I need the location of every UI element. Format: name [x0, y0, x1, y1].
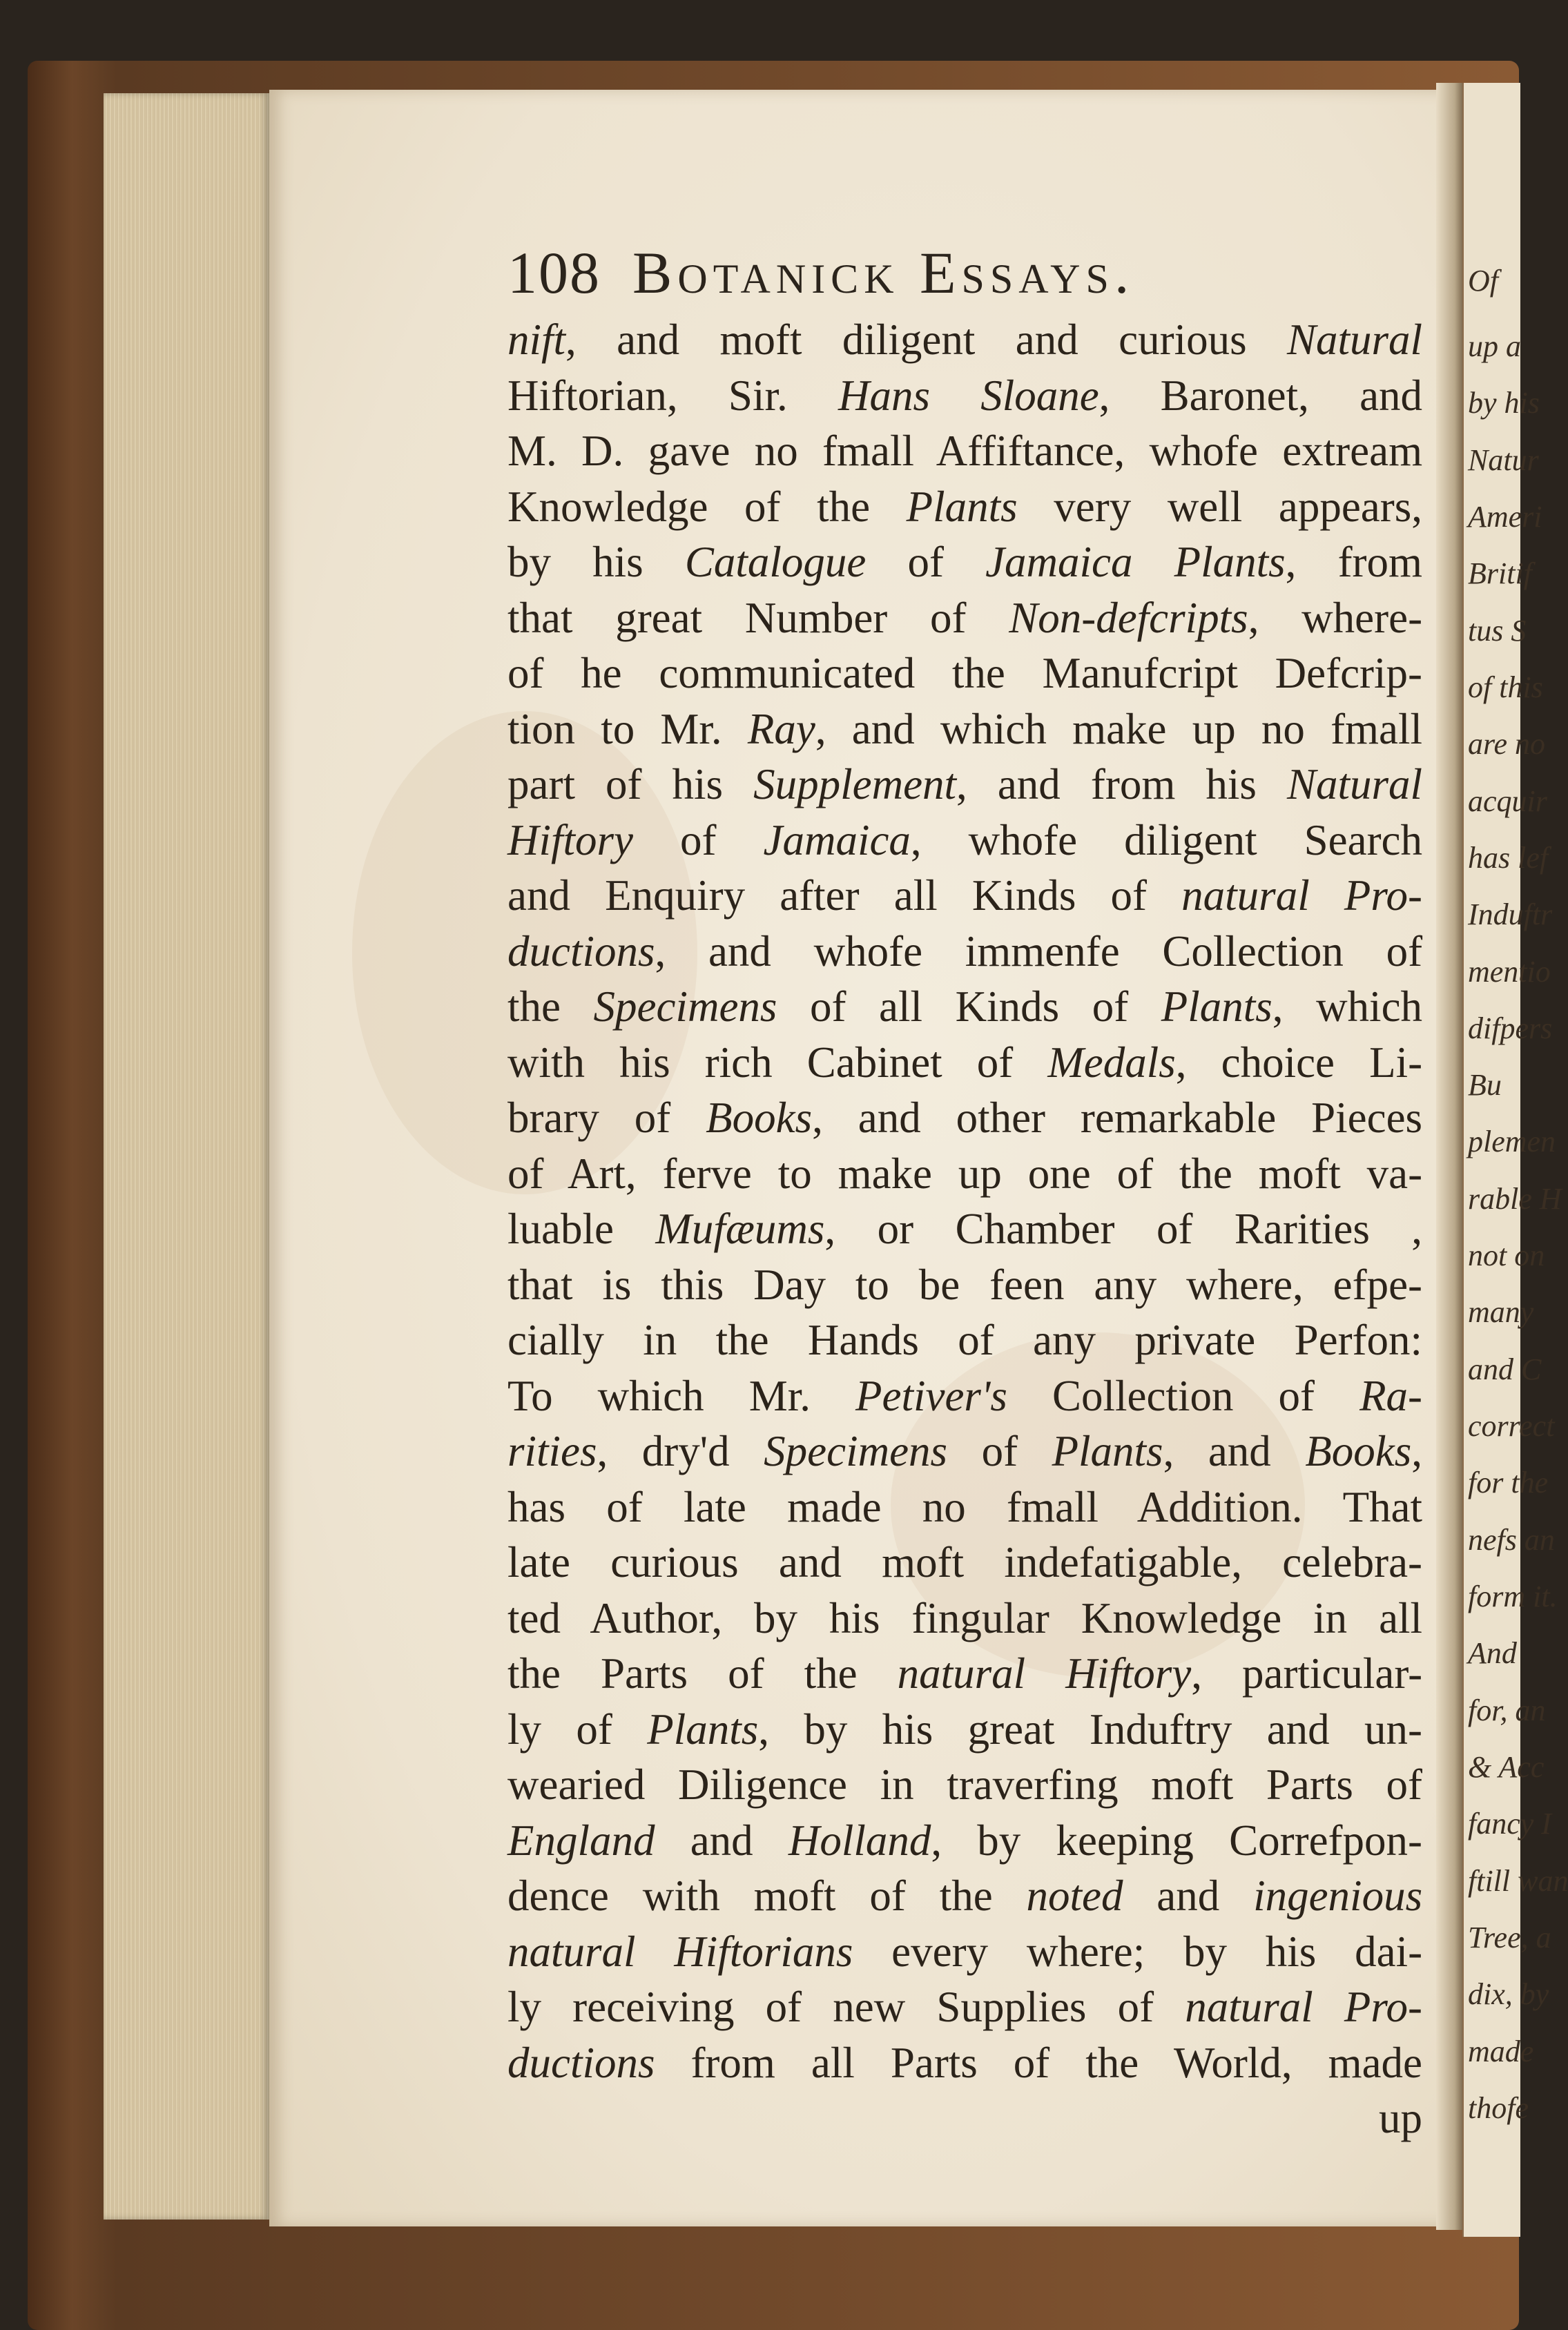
text-line: luable Mufæums, or Chamber of Rarities , [507, 1205, 1423, 1253]
text-line: tion to Mr. Ray, and which make up no fmall [507, 704, 1423, 753]
page-edges [104, 93, 269, 2220]
facing-page-text: difpers [1468, 1011, 1553, 1045]
facing-page-text: for the [1468, 1466, 1549, 1500]
text-line: of Art, ferve to make up one of the moft va- [507, 1149, 1423, 1198]
facing-page-text: and C [1468, 1352, 1542, 1386]
running-head [507, 238, 1134, 307]
text-line: brary of Books, and other remarkable Pieces [507, 1094, 1423, 1142]
text-line: To which Mr. Petiver's Collection of Ra- [507, 1371, 1423, 1420]
facing-page-text: form it. [1468, 1580, 1558, 1614]
facing-page-text: And [1468, 1636, 1517, 1671]
facing-page-text: Induftr [1468, 897, 1553, 932]
facing-page-text: Natur [1468, 443, 1539, 477]
text-line: rities, dry'd Specimens of Plants, and Books, [507, 1427, 1423, 1475]
text-line: natural Hiftorians every where; by his dai- [507, 1927, 1423, 1976]
facing-page-text: acquir [1468, 784, 1547, 818]
text-line: the Parts of the natural Hiftory, particular- [507, 1649, 1423, 1698]
text-line: ductions from all Parts of the World, made [507, 2038, 1423, 2087]
text-line: Knowledge of the Plants very well appears, [507, 482, 1423, 531]
facing-page-text: plemen [1468, 1125, 1556, 1159]
text-line: with his rich Cabinet of Medals, choice Li- [507, 1038, 1423, 1087]
facing-page-text: mentio [1468, 954, 1551, 989]
facing-page-text: made [1468, 2034, 1534, 2068]
text-line: that is this Day to be feen any where, efpe- [507, 1260, 1423, 1309]
facing-page-text: by his [1468, 386, 1540, 420]
facing-page-text: up a [1468, 329, 1521, 363]
text-line: ly of Plants, by his great Induftry and un- [507, 1705, 1422, 1754]
facing-page-text: Britif [1468, 556, 1532, 591]
facing-page-text: thofe [1468, 2090, 1529, 2125]
facing-page-text: fancy I [1468, 1807, 1551, 1841]
text-line: that great Number of Non-defcripts, where- [507, 593, 1423, 642]
facing-page-text: Bu [1468, 1068, 1502, 1103]
body-text [507, 312, 1422, 2146]
page-number: 108 [507, 240, 601, 306]
text-line: by his Catalogue of Jamaica Plants, from [507, 538, 1423, 586]
facing-page-text: Ameri [1468, 499, 1542, 534]
text-line: Hiftorian, Sir. Hans Sloane, Baronet, and [507, 371, 1423, 420]
facing-page-text: dix, by [1468, 1977, 1549, 2012]
text-line: ductions, and whofe immenfe Collection of [507, 926, 1423, 975]
text-line: late curious and moft indefatigable, celebra- [507, 1538, 1423, 1586]
text-line: ly receiving of new Supplies of natural Pro- [507, 1983, 1423, 2031]
text-line: England and Holland, by keeping Correfpon- [507, 1816, 1423, 1865]
facing-page-text: Of [1468, 264, 1498, 298]
facing-page-text: nefs an [1468, 1522, 1555, 1557]
text-line: ted Author, by his fingular Knowledge in all [507, 1593, 1423, 1642]
facing-page-text: tus S [1468, 613, 1527, 648]
text-line: Hiftory of Jamaica, whofe diligent Search [507, 815, 1423, 864]
text-line: M. D. gave no fmall Affiftance, whofe extream [507, 427, 1423, 475]
facing-page-text: ftill wan [1468, 1863, 1568, 1898]
facing-page-text: Tree, a [1468, 1920, 1551, 1954]
catchword: up [1379, 2094, 1422, 2142]
text-line: wearied Diligence in traverfing moft Parts of [507, 1760, 1422, 1809]
facing-page-text: rable H [1468, 1181, 1562, 1216]
facing-page-text: correct [1468, 1409, 1555, 1444]
facing-page-text: has lef [1468, 840, 1549, 875]
text-line: dence with moft of the noted and ingenious [507, 1872, 1423, 1920]
facing-page-text: not on [1468, 1239, 1545, 1273]
running-title: Botanick Essays. [632, 240, 1135, 306]
text-line: nift, and moft diligent and curious Natural [507, 315, 1423, 364]
text-line: of he communicated the Manufcript Defcrip- [507, 649, 1423, 697]
facing-page-text: are no [1468, 727, 1546, 761]
facing-page-text: & Acc [1468, 1750, 1545, 1784]
facing-page-fragment [1462, 83, 1568, 2237]
facing-page-text: for, an [1468, 1693, 1546, 1727]
text-line: has of late made no fmall Addition. That [507, 1482, 1423, 1531]
text-line: cially in the Hands of any private Perfon: [507, 1316, 1423, 1364]
text-line: part of his Supplement, and from his Natural [507, 760, 1422, 808]
facing-page-text: of this [1468, 670, 1543, 704]
text-line: the Specimens of all Kinds of Plants, which [507, 982, 1423, 1031]
facing-page-text: many [1468, 1295, 1534, 1330]
text-line: and Enquiry after all Kinds of natural Pro- [507, 871, 1422, 920]
